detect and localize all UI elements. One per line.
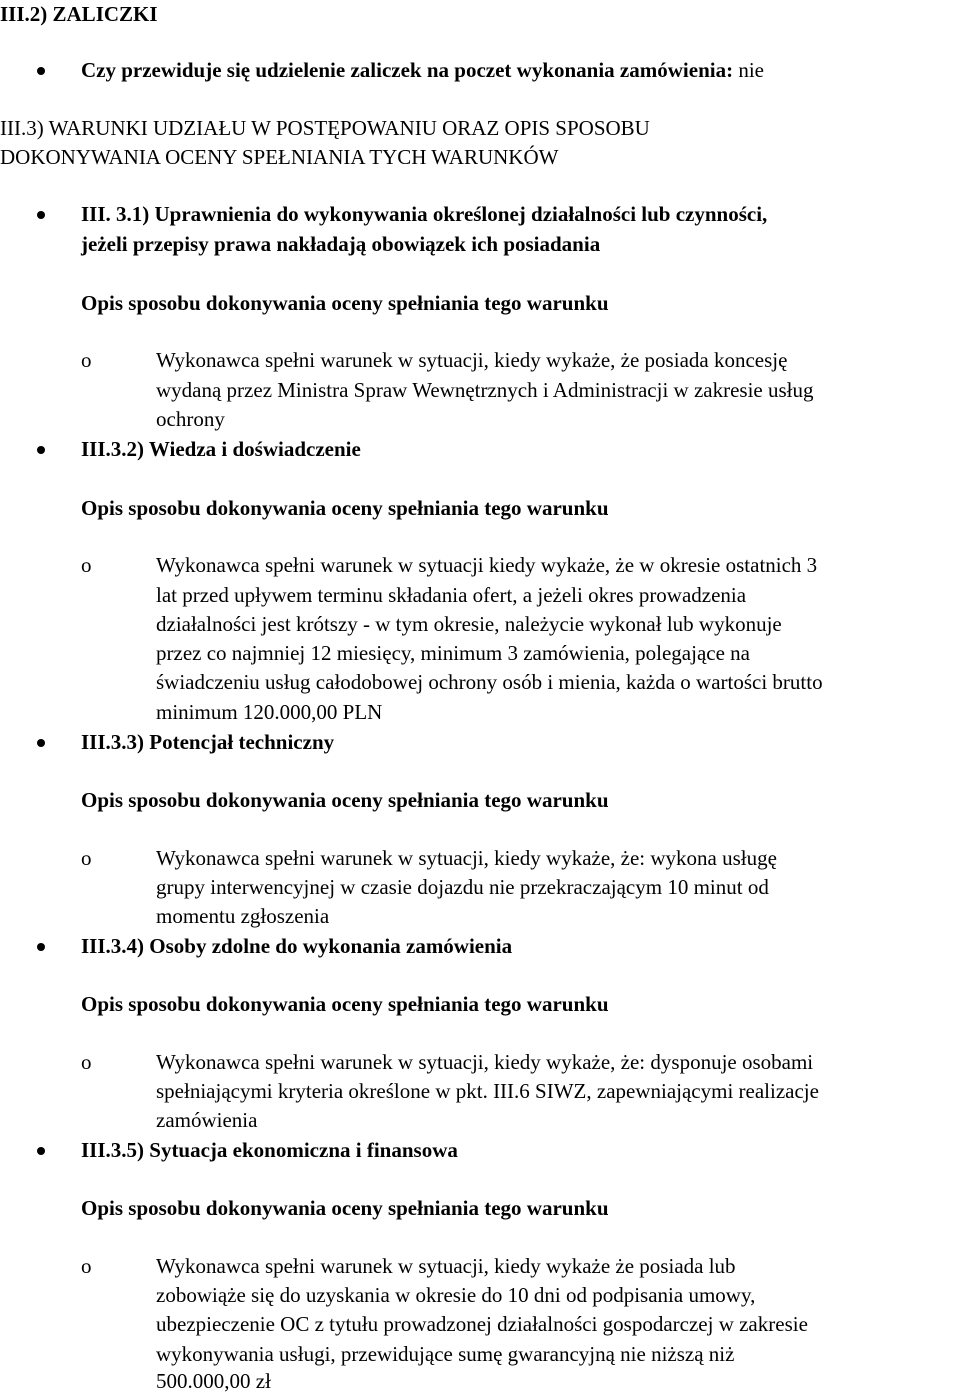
item-description: 500.000,00 zł xyxy=(156,1369,271,1393)
description-label: Opis sposobu dokonywania oceny spełniania tego warunku xyxy=(81,1196,609,1220)
item-description: Wykonawca spełni warunek w sytuacji, kiedy wykaże, że posiada koncesję xyxy=(156,348,788,372)
item-description: wykonywania usługi, przewidujące sumę gwarancyjną nie niższą niż xyxy=(156,1342,735,1366)
item-description: wydaną przez Ministra Spraw Wewnętrznych i Administracji w zakresie usług xyxy=(156,378,814,402)
circle-bullet-icon: o xyxy=(81,1254,92,1278)
item-description: minimum 120.000,00 PLN xyxy=(156,700,383,724)
description-label: Opis sposobu dokonywania oceny spełniania tego warunku xyxy=(81,496,609,520)
description-label: Opis sposobu dokonywania oceny spełniania tego warunku xyxy=(81,291,609,315)
item-description: lat przed upływem terminu składania ofert, a jeżeli okres prowadzenia xyxy=(156,583,747,607)
item-description: momentu zgłoszenia xyxy=(156,904,330,928)
description-label: Opis sposobu dokonywania oceny spełniania tego warunku xyxy=(81,788,609,812)
item-title: III.3.4) Osoby zdolne do wykonania zamówienia xyxy=(81,934,513,958)
question-answer: nie xyxy=(733,58,764,82)
section-heading-warunki-line2: DOKONYWANIA OCENY SPEŁNIANIA TYCH WARUNKÓW xyxy=(0,145,559,169)
item-title: III.3.2) Wiedza i doświadczenie xyxy=(81,437,361,461)
circle-bullet-icon: o xyxy=(81,348,92,372)
bullet-icon xyxy=(37,1147,45,1155)
item-title: III. 3.1) Uprawnienia do wykonywania określonej działalności lub czynności, xyxy=(81,202,768,226)
item-description: spełniającymi kryteria określone w pkt. III.6 SIWZ, zapewniającymi realizacje xyxy=(156,1079,819,1103)
item-description: działalności jest krótszy - w tym okresie, należycie wykonał lub wykonuje xyxy=(156,612,782,636)
bullet-icon xyxy=(37,739,45,747)
item-title: III.3.5) Sytuacja ekonomiczna i finansowa xyxy=(81,1138,458,1162)
section-heading-warunki-line1: III.3) WARUNKI UDZIAŁU W POSTĘPOWANIU ORAZ OPIS SPOSOBU xyxy=(0,116,650,140)
item-title: jeżeli przepisy prawa nakładają obowiązek ich posiadania xyxy=(81,232,601,256)
bullet-icon xyxy=(37,211,45,219)
item-description: Wykonawca spełni warunek w sytuacji, kiedy wykaże, że: wykona usługę xyxy=(156,846,777,870)
item-description: świadczeniu usług całodobowej ochrony osób i mienia, każda o wartości brutto xyxy=(156,670,823,694)
circle-bullet-icon: o xyxy=(81,553,92,577)
item-description: zobowiąże się do uzyskania w okresie do 10 dni od podpisania umowy, xyxy=(156,1283,756,1307)
bullet-icon xyxy=(37,67,45,75)
item-description: Wykonawca spełni warunek w sytuacji kiedy wykaże, że w okresie ostatnich 3 xyxy=(156,553,818,577)
item-description: Wykonawca spełni warunek w sytuacji, kiedy wykaże, że: dysponuje osobami xyxy=(156,1050,814,1074)
item-description: grupy interwencyjnej w czasie dojazdu nie przekraczającym 10 minut od xyxy=(156,875,769,899)
item-description: przez co najmniej 12 miesięcy, minimum 3 zamówienia, polegające na xyxy=(156,641,750,665)
item-description: Wykonawca spełni warunek w sytuacji, kiedy wykaże że posiada lub xyxy=(156,1254,736,1278)
item-title: III.3.3) Potencjał techniczny xyxy=(81,730,335,754)
item-description: ubezpieczenie OC z tytułu prowadzonej działalności gospodarczej w zakresie xyxy=(156,1312,808,1336)
circle-bullet-icon: o xyxy=(81,1050,92,1074)
circle-bullet-icon: o xyxy=(81,846,92,870)
question-text: Czy przewiduje się udzielenie zaliczek na poczet wykonania zamówienia: xyxy=(81,58,734,82)
bullet-icon xyxy=(37,943,45,951)
item-description: zamówienia xyxy=(156,1108,258,1132)
section-heading-zaliczki: III.2) ZALICZKI xyxy=(0,2,158,26)
advance-payment-question xyxy=(81,56,764,85)
item-description: ochrony xyxy=(156,407,225,431)
bullet-icon xyxy=(37,446,45,454)
description-label: Opis sposobu dokonywania oceny spełniania tego warunku xyxy=(81,992,609,1016)
